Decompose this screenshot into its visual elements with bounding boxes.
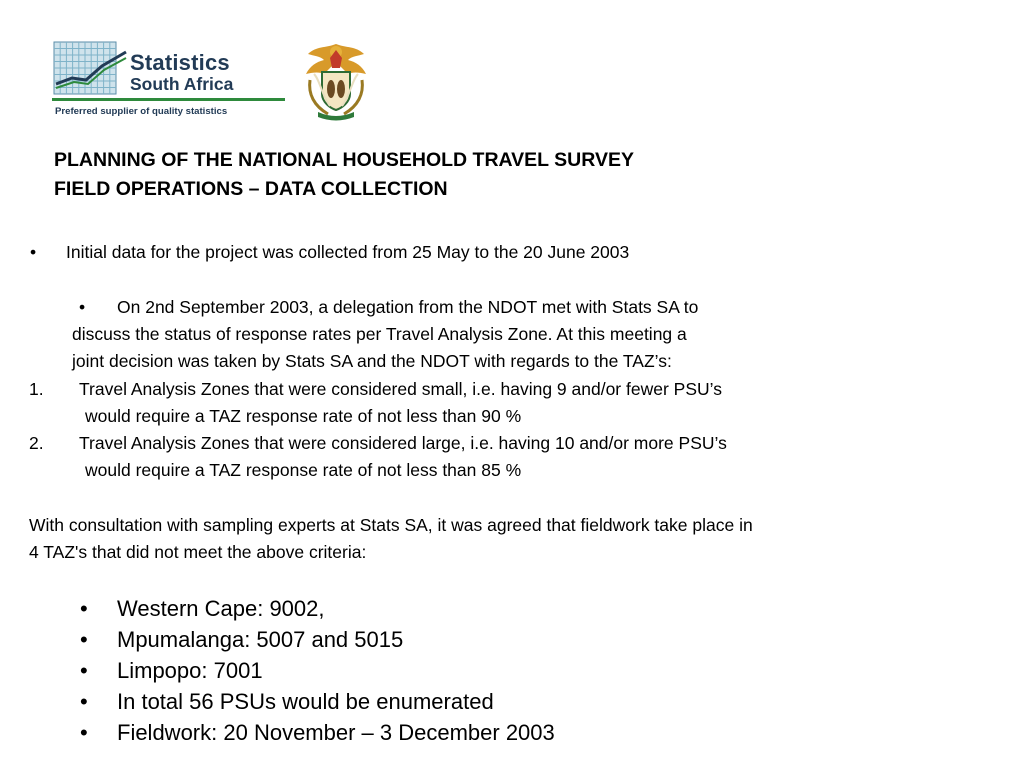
bullet-delegation-line-3: joint decision was taken by Stats SA and the NDOT with regards to the TAZ’s: — [72, 351, 672, 371]
list-item: In total 56 PSUs would be enumerated — [117, 689, 494, 714]
logo-tagline: Preferred supplier of quality statistics — [55, 106, 228, 117]
bullet-marker: • — [80, 689, 88, 714]
bullet-marker: • — [30, 242, 37, 262]
logo-title: Statistics — [130, 50, 230, 75]
stats-sa-logo — [52, 40, 288, 124]
consultation-line-1: With consultation with sampling experts at Stats SA, it was agreed that fieldwork take place in — [29, 515, 753, 535]
logo-subtitle: South Africa — [130, 74, 234, 94]
list-item: Mpumalanga: 5007 and 5015 — [117, 627, 404, 652]
list-item: Limpopo: 7001 — [117, 658, 263, 683]
bar-chart-grid-icon — [52, 40, 128, 98]
bullet-marker: • — [80, 658, 88, 683]
numbered-item-1-line-2: would require a TAZ response rate of not less than 90 % — [85, 406, 522, 426]
bullet-marker: • — [79, 297, 86, 317]
title-line-1: PLANNING OF THE NATIONAL HOUSEHOLD TRAVEL SURVEY — [54, 149, 634, 171]
bullet-initial-data: Initial data for the project was collected from 25 May to the 20 June 2003 — [66, 242, 630, 262]
bullet-marker: • — [80, 627, 88, 652]
numbered-item-2-line-1: Travel Analysis Zones that were considered large, i.e. having 10 and/or more PSU’s — [79, 433, 727, 453]
title-line-2: FIELD OPERATIONS – DATA COLLECTION — [54, 178, 448, 200]
bullet-delegation-line-1: On 2nd September 2003, a delegation from the NDOT met with Stats SA to — [117, 297, 699, 317]
logo-divider — [52, 98, 285, 101]
numbered-item-2-number: 2. — [29, 433, 44, 453]
numbered-item-2-line-2: would require a TAZ response rate of not less than 85 % — [85, 460, 522, 480]
list-item: Fieldwork: 20 November – 3 December 2003 — [117, 720, 555, 745]
slide-title — [54, 146, 634, 204]
bullet-delegation-line-2: discuss the status of response rates per Travel Analysis Zone. At this meeting a — [72, 324, 687, 344]
coat-of-arms-icon — [300, 40, 372, 122]
bullet-marker: • — [80, 596, 88, 621]
consultation-line-2: 4 TAZ's that did not meet the above criteria: — [29, 542, 367, 562]
list-item: Western Cape: 9002, — [117, 596, 325, 621]
bullet-marker: • — [80, 720, 88, 745]
numbered-item-1-line-1: Travel Analysis Zones that were considered small, i.e. having 9 and/or fewer PSU’s — [79, 379, 722, 399]
numbered-item-1-number: 1. — [29, 379, 44, 399]
